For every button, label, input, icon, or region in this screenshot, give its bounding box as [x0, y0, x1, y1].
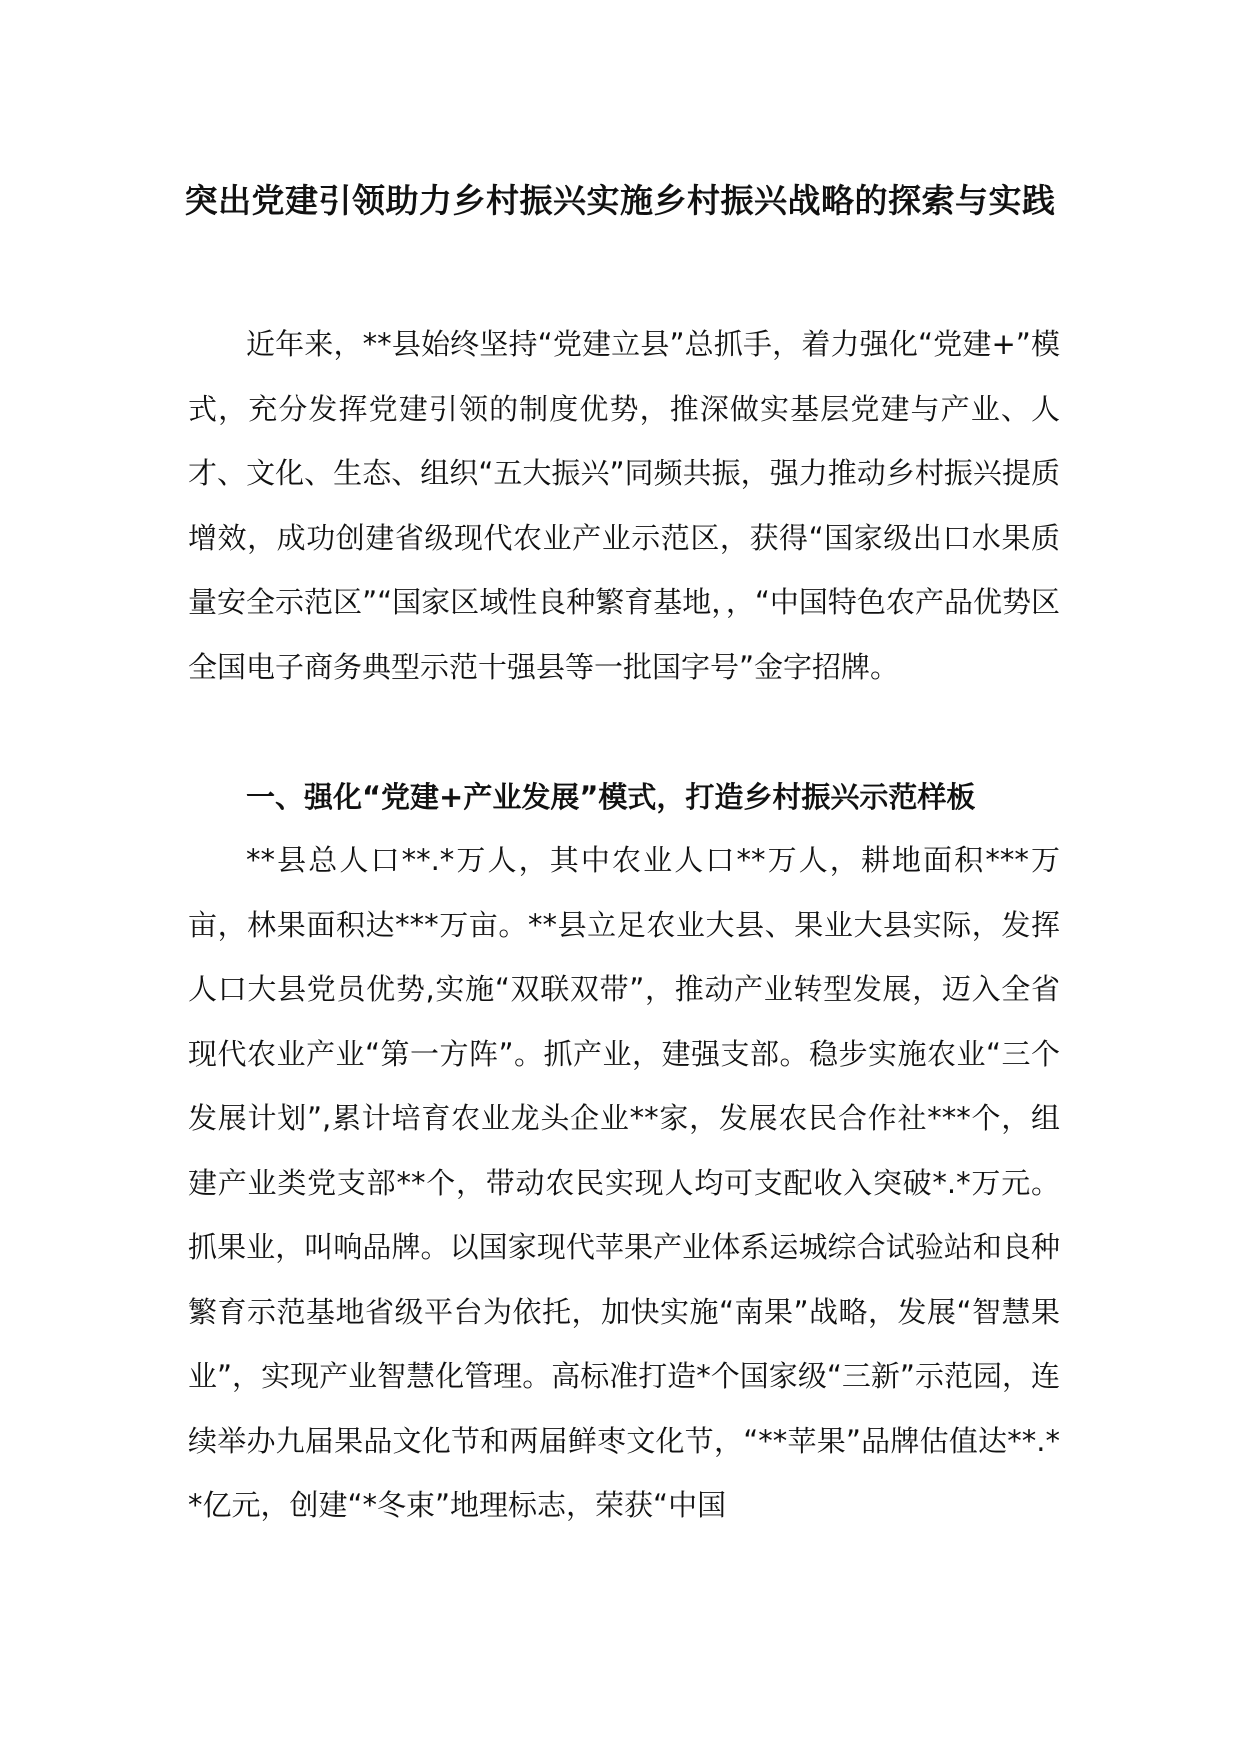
intro-paragraph: 近年来，**县始终坚持“党建立县”总抓手，着力强化“党建+”模式，充分发挥党建引领的制度优势，推深做实基层党建与产业、人才、文化、生态、组织“五大振兴”同频共振，强力推动乡村振兴提质增效，成功创建省级现代农业产业示范区，获得“国家级出口水果质量安全示范区”“国家区域性良种繁育基地，，“中国特色农产品优势区全国电子商务典型示范十强县等一批国字号”金字招牌。 — [188, 327, 1060, 684]
section-1-paragraph: **县总人口**.*万人，其中农业人口**万人，耕地面积***万亩，林果面积达***万亩。**县立足农业大县、果业大县实际，发挥人口大县党员优势,实施“双联双带”，推动产业转型发展，迈入全省现代农业产业“第一方阵”。抓产业，建强支部。稳步实施农业“三个发展计划”,累计培育农业龙头企业**家，发展农民合作社***个，组建产业类党支部**个，带动农民实现人均可支配收入突破*.*万元。抓果业，叫响品牌。以国家现代苹果产业体系运城综合试验站和良种繁育示范基地省级平台为依托，加快实施“南果”战略，发展“智慧果业”，实现产业智慧化管理。高标准打造*个国家级“三新”示范园，连续举办九届果品文化节和两届鲜枣文化节，“**苹果”品牌估值达**.**亿元，创建“*冬束”地理标志，荣获“中国 — [188, 843, 1060, 1522]
section-heading-1: 一、强化“党建+产业发展”模式，打造乡村振兴示范样板 — [246, 780, 976, 814]
document-title: 突出党建引领助力乡村振兴实施乡村振兴战略的探索与实践 — [184, 181, 1056, 220]
